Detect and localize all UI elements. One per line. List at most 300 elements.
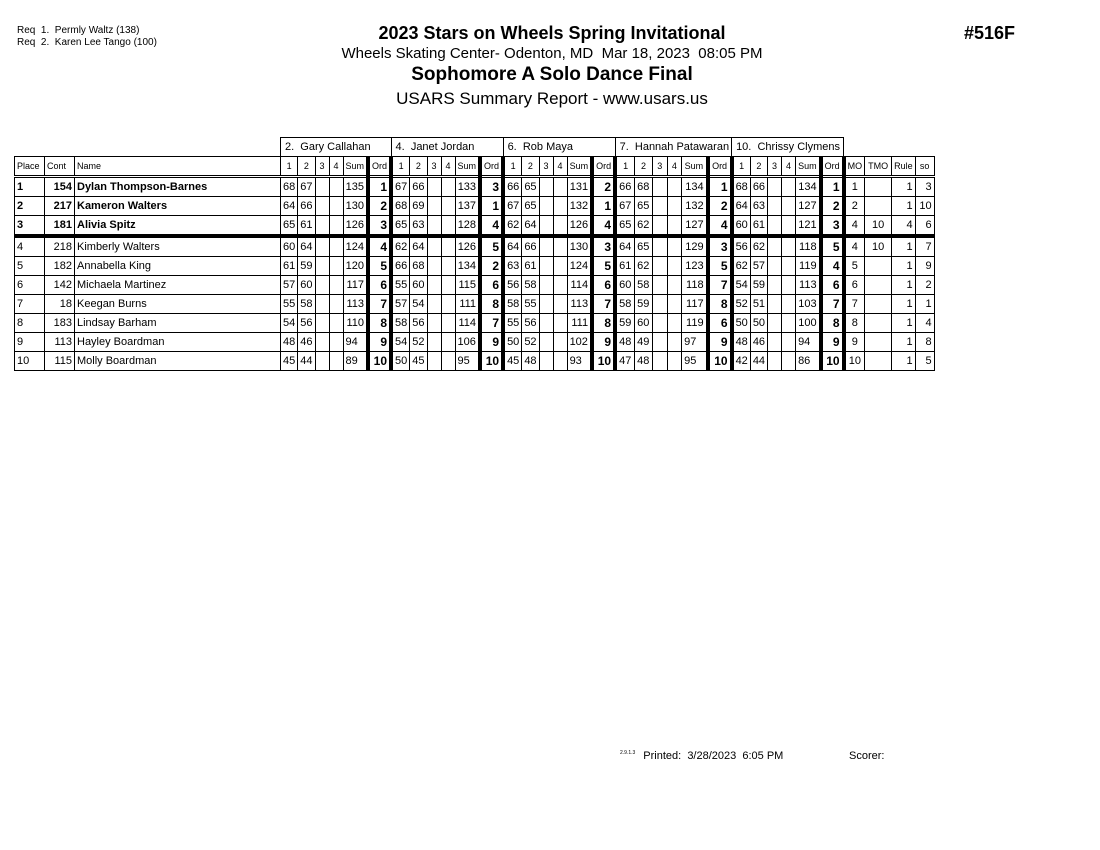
column-header-rule: Rule xyxy=(892,157,916,177)
ordinal-cell: 6 xyxy=(480,276,503,295)
score-cell: 67 xyxy=(391,177,410,197)
contestant-number-cell: 217 xyxy=(45,197,75,216)
score-cell: 68 xyxy=(732,177,751,197)
ordinal-cell: 5 xyxy=(480,236,503,257)
score-cell xyxy=(441,314,455,333)
score-cell: 66 xyxy=(391,257,410,276)
so-cell: 5 xyxy=(915,352,934,371)
column-header-sum: Sum xyxy=(682,157,708,177)
tmo-cell xyxy=(865,333,892,352)
sum-cell: 100 xyxy=(796,314,821,333)
column-header-3: 3 xyxy=(768,157,782,177)
score-cell xyxy=(315,314,329,333)
ordinal-cell: 6 xyxy=(708,314,732,333)
score-cell xyxy=(782,177,796,197)
score-cell: 55 xyxy=(391,276,410,295)
score-cell: 45 xyxy=(503,352,522,371)
column-header-ord: Ord xyxy=(368,157,391,177)
sum-cell: 103 xyxy=(796,295,821,314)
table-row xyxy=(15,216,935,237)
score-cell xyxy=(667,177,682,197)
score-cell xyxy=(441,352,455,371)
score-cell: 62 xyxy=(750,236,767,257)
referee-list xyxy=(17,25,157,49)
tmo-cell xyxy=(865,257,892,276)
score-cell: 65 xyxy=(281,216,298,237)
place-cell: 10 xyxy=(15,352,45,371)
sum-cell: 89 xyxy=(343,352,368,371)
skater-name-cell: Alivia Spitz xyxy=(75,216,281,237)
score-cell: 48 xyxy=(615,333,634,352)
score-cell xyxy=(553,197,567,216)
sum-cell: 117 xyxy=(343,276,368,295)
column-header-tmo: TMO xyxy=(865,157,892,177)
score-cell xyxy=(539,177,553,197)
score-cell: 44 xyxy=(298,352,315,371)
score-cell: 59 xyxy=(750,276,767,295)
ordinal-cell: 4 xyxy=(368,236,391,257)
place-cell: 6 xyxy=(15,276,45,295)
score-cell: 61 xyxy=(522,257,539,276)
score-cell xyxy=(441,177,455,197)
ordinal-cell: 4 xyxy=(480,216,503,237)
score-cell: 65 xyxy=(615,216,634,237)
ordinal-cell: 10 xyxy=(708,352,732,371)
score-cell xyxy=(782,276,796,295)
score-cell xyxy=(329,177,343,197)
score-cell: 52 xyxy=(732,295,751,314)
score-cell: 50 xyxy=(732,314,751,333)
rule-cell: 1 xyxy=(892,352,916,371)
sum-cell: 126 xyxy=(455,236,480,257)
score-cell xyxy=(315,236,329,257)
score-cell xyxy=(427,197,441,216)
sum-cell: 113 xyxy=(343,295,368,314)
sum-cell: 113 xyxy=(796,276,821,295)
score-cell: 65 xyxy=(522,197,539,216)
tmo-cell xyxy=(865,276,892,295)
column-header-4: 4 xyxy=(441,157,455,177)
sum-cell: 137 xyxy=(455,197,480,216)
score-cell: 68 xyxy=(635,177,653,197)
column-header-ord: Ord xyxy=(708,157,732,177)
score-cell: 58 xyxy=(391,314,410,333)
score-cell xyxy=(667,295,682,314)
ordinal-cell: 10 xyxy=(368,352,391,371)
column-header-ord: Ord xyxy=(821,157,844,177)
results-table xyxy=(14,137,935,371)
rule-cell: 1 xyxy=(892,314,916,333)
contestant-number-cell: 113 xyxy=(45,333,75,352)
score-cell xyxy=(667,276,682,295)
rule-cell: 1 xyxy=(892,197,916,216)
column-header-1: 1 xyxy=(615,157,634,177)
score-cell: 48 xyxy=(522,352,539,371)
sum-cell: 117 xyxy=(682,295,708,314)
sum-cell: 94 xyxy=(796,333,821,352)
mo-cell: 4 xyxy=(844,236,865,257)
contestant-number-cell: 218 xyxy=(45,236,75,257)
score-cell xyxy=(667,236,682,257)
mo-cell: 9 xyxy=(844,333,865,352)
table-row xyxy=(15,352,935,371)
column-header-ord: Ord xyxy=(480,157,503,177)
score-cell: 58 xyxy=(615,295,634,314)
score-cell xyxy=(553,177,567,197)
score-cell: 48 xyxy=(635,352,653,371)
sum-cell: 129 xyxy=(682,236,708,257)
score-cell xyxy=(553,333,567,352)
ordinal-cell: 4 xyxy=(708,216,732,237)
score-cell xyxy=(768,333,782,352)
score-cell: 60 xyxy=(281,236,298,257)
table-row xyxy=(15,333,935,352)
sum-cell: 131 xyxy=(567,177,592,197)
venue-date-line: Wheels Skating Center- Odenton, MD Mar 18, 2023 08:05 PM xyxy=(341,45,763,62)
ordinal-cell: 3 xyxy=(821,216,844,237)
tmo-cell xyxy=(865,197,892,216)
column-header-name: Name xyxy=(75,157,281,177)
event-title: Sophomore A Solo Dance Final xyxy=(411,64,693,85)
column-header-1: 1 xyxy=(732,157,751,177)
score-cell xyxy=(667,314,682,333)
sum-cell: 93 xyxy=(567,352,592,371)
ordinal-cell: 8 xyxy=(821,314,844,333)
table-row xyxy=(15,314,935,333)
score-cell: 67 xyxy=(298,177,315,197)
score-cell xyxy=(768,295,782,314)
rule-cell: 1 xyxy=(892,333,916,352)
score-cell xyxy=(653,197,668,216)
score-cell: 66 xyxy=(522,236,539,257)
ordinal-cell: 2 xyxy=(480,257,503,276)
mo-cell: 1 xyxy=(844,177,865,197)
score-cell xyxy=(653,333,668,352)
rule-cell: 1 xyxy=(892,236,916,257)
score-cell: 48 xyxy=(732,333,751,352)
ordinal-cell: 5 xyxy=(708,257,732,276)
score-cell: 56 xyxy=(503,276,522,295)
judge-name: 10. Chrissy Clymens xyxy=(732,138,844,157)
score-cell: 58 xyxy=(298,295,315,314)
ordinal-cell: 10 xyxy=(480,352,503,371)
score-cell: 46 xyxy=(750,333,767,352)
score-cell xyxy=(782,352,796,371)
score-cell xyxy=(441,276,455,295)
score-cell xyxy=(329,333,343,352)
tmo-cell xyxy=(865,314,892,333)
column-header-sum: Sum xyxy=(343,157,368,177)
so-cell: 4 xyxy=(915,314,934,333)
ordinal-cell: 8 xyxy=(480,295,503,314)
score-cell: 49 xyxy=(635,333,653,352)
score-cell: 64 xyxy=(410,236,427,257)
score-cell xyxy=(553,236,567,257)
score-cell xyxy=(667,257,682,276)
score-cell: 59 xyxy=(298,257,315,276)
sum-cell: 113 xyxy=(567,295,592,314)
sum-cell: 132 xyxy=(682,197,708,216)
sum-cell: 121 xyxy=(796,216,821,237)
ordinal-cell: 8 xyxy=(592,314,615,333)
score-cell: 58 xyxy=(522,276,539,295)
sum-cell: 120 xyxy=(343,257,368,276)
mo-cell: 8 xyxy=(844,314,865,333)
column-header-1: 1 xyxy=(281,157,298,177)
sum-cell: 126 xyxy=(343,216,368,237)
score-cell xyxy=(427,216,441,237)
column-header-2: 2 xyxy=(635,157,653,177)
score-cell xyxy=(539,352,553,371)
score-cell: 42 xyxy=(732,352,751,371)
score-cell: 61 xyxy=(615,257,634,276)
score-cell: 50 xyxy=(750,314,767,333)
score-cell xyxy=(553,295,567,314)
ordinal-cell: 1 xyxy=(821,177,844,197)
skater-name-cell: Dylan Thompson-Barnes xyxy=(75,177,281,197)
sum-cell: 111 xyxy=(455,295,480,314)
ordinal-cell: 6 xyxy=(368,276,391,295)
mo-cell: 5 xyxy=(844,257,865,276)
rule-cell: 1 xyxy=(892,295,916,314)
score-cell xyxy=(441,216,455,237)
place-cell: 8 xyxy=(15,314,45,333)
score-cell: 51 xyxy=(750,295,767,314)
sum-cell: 118 xyxy=(682,276,708,295)
column-header-sum: Sum xyxy=(796,157,821,177)
contestant-number-cell: 115 xyxy=(45,352,75,371)
score-cell xyxy=(329,352,343,371)
place-cell: 7 xyxy=(15,295,45,314)
sum-cell: 128 xyxy=(455,216,480,237)
score-cell xyxy=(768,197,782,216)
sum-cell: 102 xyxy=(567,333,592,352)
sum-cell: 127 xyxy=(682,216,708,237)
ordinal-cell: 1 xyxy=(368,177,391,197)
score-cell xyxy=(553,276,567,295)
score-cell: 65 xyxy=(522,177,539,197)
contestant-number-cell: 183 xyxy=(45,314,75,333)
scorer-label: Scorer: xyxy=(849,750,885,762)
rule-cell: 1 xyxy=(892,177,916,197)
score-cell xyxy=(315,216,329,237)
score-cell xyxy=(427,276,441,295)
score-cell: 63 xyxy=(410,216,427,237)
tmo-cell xyxy=(865,177,892,197)
score-cell: 52 xyxy=(410,333,427,352)
column-header-3: 3 xyxy=(539,157,553,177)
score-cell xyxy=(667,352,682,371)
score-cell: 45 xyxy=(281,352,298,371)
table-row xyxy=(15,257,935,276)
score-cell xyxy=(653,257,668,276)
score-cell xyxy=(427,314,441,333)
column-header-so: so xyxy=(915,157,934,177)
place-cell: 5 xyxy=(15,257,45,276)
place-cell: 4 xyxy=(15,236,45,257)
score-cell xyxy=(782,295,796,314)
sum-cell: 134 xyxy=(682,177,708,197)
score-cell: 66 xyxy=(410,177,427,197)
score-cell: 44 xyxy=(750,352,767,371)
column-header-1: 1 xyxy=(503,157,522,177)
ordinal-cell: 7 xyxy=(592,295,615,314)
score-cell xyxy=(782,236,796,257)
table-row xyxy=(15,197,935,216)
score-cell: 56 xyxy=(410,314,427,333)
column-header-3: 3 xyxy=(427,157,441,177)
sum-cell: 119 xyxy=(682,314,708,333)
column-header-mo: MO xyxy=(844,157,865,177)
score-cell: 65 xyxy=(635,197,653,216)
sum-cell: 111 xyxy=(567,314,592,333)
ordinal-cell: 1 xyxy=(480,197,503,216)
score-cell: 57 xyxy=(750,257,767,276)
score-cell xyxy=(553,257,567,276)
ordinal-cell: 1 xyxy=(592,197,615,216)
table-row xyxy=(15,236,935,257)
ordinal-cell: 3 xyxy=(592,236,615,257)
sum-cell: 130 xyxy=(567,236,592,257)
score-cell: 68 xyxy=(410,257,427,276)
score-cell xyxy=(441,295,455,314)
score-cell: 56 xyxy=(298,314,315,333)
referee-2: Req 2. Karen Lee Tango (100) xyxy=(17,37,157,48)
ordinal-cell: 10 xyxy=(592,352,615,371)
column-header-4: 4 xyxy=(667,157,682,177)
so-cell: 7 xyxy=(915,236,934,257)
column-header-place: Place xyxy=(15,157,45,177)
skater-name-cell: Michaela Martinez xyxy=(75,276,281,295)
score-cell: 54 xyxy=(410,295,427,314)
score-cell xyxy=(427,236,441,257)
mo-cell: 10 xyxy=(844,352,865,371)
sum-cell: 124 xyxy=(567,257,592,276)
ordinal-cell: 9 xyxy=(708,333,732,352)
score-cell xyxy=(329,236,343,257)
score-cell: 68 xyxy=(391,197,410,216)
table-row xyxy=(15,276,935,295)
score-cell: 56 xyxy=(732,236,751,257)
score-cell: 56 xyxy=(522,314,539,333)
ordinal-cell: 5 xyxy=(592,257,615,276)
so-cell: 2 xyxy=(915,276,934,295)
ordinal-cell: 9 xyxy=(821,333,844,352)
ordinal-cell: 3 xyxy=(480,177,503,197)
score-cell: 58 xyxy=(503,295,522,314)
score-cell xyxy=(441,197,455,216)
ordinal-cell: 8 xyxy=(368,314,391,333)
ordinal-cell: 8 xyxy=(708,295,732,314)
ordinal-cell: 6 xyxy=(592,276,615,295)
rule-cell: 4 xyxy=(892,216,916,237)
score-cell: 63 xyxy=(503,257,522,276)
score-cell xyxy=(768,216,782,237)
score-cell: 64 xyxy=(522,216,539,237)
ordinal-cell: 7 xyxy=(821,295,844,314)
sum-cell: 115 xyxy=(455,276,480,295)
score-cell xyxy=(782,257,796,276)
place-cell: 9 xyxy=(15,333,45,352)
score-cell xyxy=(329,197,343,216)
printed-info xyxy=(620,750,783,762)
score-cell: 54 xyxy=(732,276,751,295)
score-cell: 55 xyxy=(503,314,522,333)
rule-cell: 1 xyxy=(892,276,916,295)
score-cell xyxy=(315,333,329,352)
score-cell: 59 xyxy=(615,314,634,333)
score-cell: 57 xyxy=(281,276,298,295)
so-cell: 9 xyxy=(915,257,934,276)
sum-cell: 95 xyxy=(455,352,480,371)
report-title: USARS Summary Report - www.usars.us xyxy=(396,89,708,108)
ordinal-cell: 9 xyxy=(480,333,503,352)
score-cell xyxy=(427,352,441,371)
score-cell xyxy=(539,216,553,237)
score-cell: 68 xyxy=(281,177,298,197)
sum-cell: 118 xyxy=(796,236,821,257)
ordinal-cell: 9 xyxy=(368,333,391,352)
score-cell: 60 xyxy=(732,216,751,237)
score-cell: 55 xyxy=(522,295,539,314)
column-header-row xyxy=(15,157,935,177)
column-header-3: 3 xyxy=(653,157,668,177)
score-cell: 66 xyxy=(503,177,522,197)
sum-cell: 132 xyxy=(567,197,592,216)
printed-timestamp: Printed: 3/28/2023 6:05 PM xyxy=(643,750,784,762)
skater-name-cell: Kimberly Walters xyxy=(75,236,281,257)
score-cell xyxy=(553,314,567,333)
score-cell: 64 xyxy=(281,197,298,216)
mo-cell: 4 xyxy=(844,216,865,237)
ordinal-cell: 7 xyxy=(368,295,391,314)
sum-cell: 110 xyxy=(343,314,368,333)
place-cell: 2 xyxy=(15,197,45,216)
ordinal-cell: 7 xyxy=(708,276,732,295)
score-cell xyxy=(315,177,329,197)
so-cell: 6 xyxy=(915,216,934,237)
judge-name: 6. Rob Maya xyxy=(503,138,615,157)
score-cell xyxy=(768,236,782,257)
version-label: 2.9.1.3 xyxy=(620,750,636,756)
tmo-cell xyxy=(865,352,892,371)
skater-name-cell: Annabella King xyxy=(75,257,281,276)
contestant-number-cell: 18 xyxy=(45,295,75,314)
score-cell xyxy=(427,333,441,352)
score-cell: 66 xyxy=(298,197,315,216)
sum-cell: 86 xyxy=(796,352,821,371)
score-cell xyxy=(768,177,782,197)
score-cell xyxy=(329,216,343,237)
score-cell: 64 xyxy=(298,236,315,257)
tmo-cell xyxy=(865,295,892,314)
ordinal-cell: 7 xyxy=(480,314,503,333)
score-cell xyxy=(315,295,329,314)
sum-cell: 94 xyxy=(343,333,368,352)
mo-cell: 6 xyxy=(844,276,865,295)
score-cell xyxy=(441,333,455,352)
score-cell xyxy=(539,333,553,352)
score-cell: 65 xyxy=(635,236,653,257)
score-cell xyxy=(782,333,796,352)
contestant-number-cell: 181 xyxy=(45,216,75,237)
score-cell: 69 xyxy=(410,197,427,216)
contestant-number-cell: 182 xyxy=(45,257,75,276)
score-cell: 60 xyxy=(635,314,653,333)
column-header-4: 4 xyxy=(553,157,567,177)
score-cell: 61 xyxy=(298,216,315,237)
score-cell xyxy=(315,276,329,295)
